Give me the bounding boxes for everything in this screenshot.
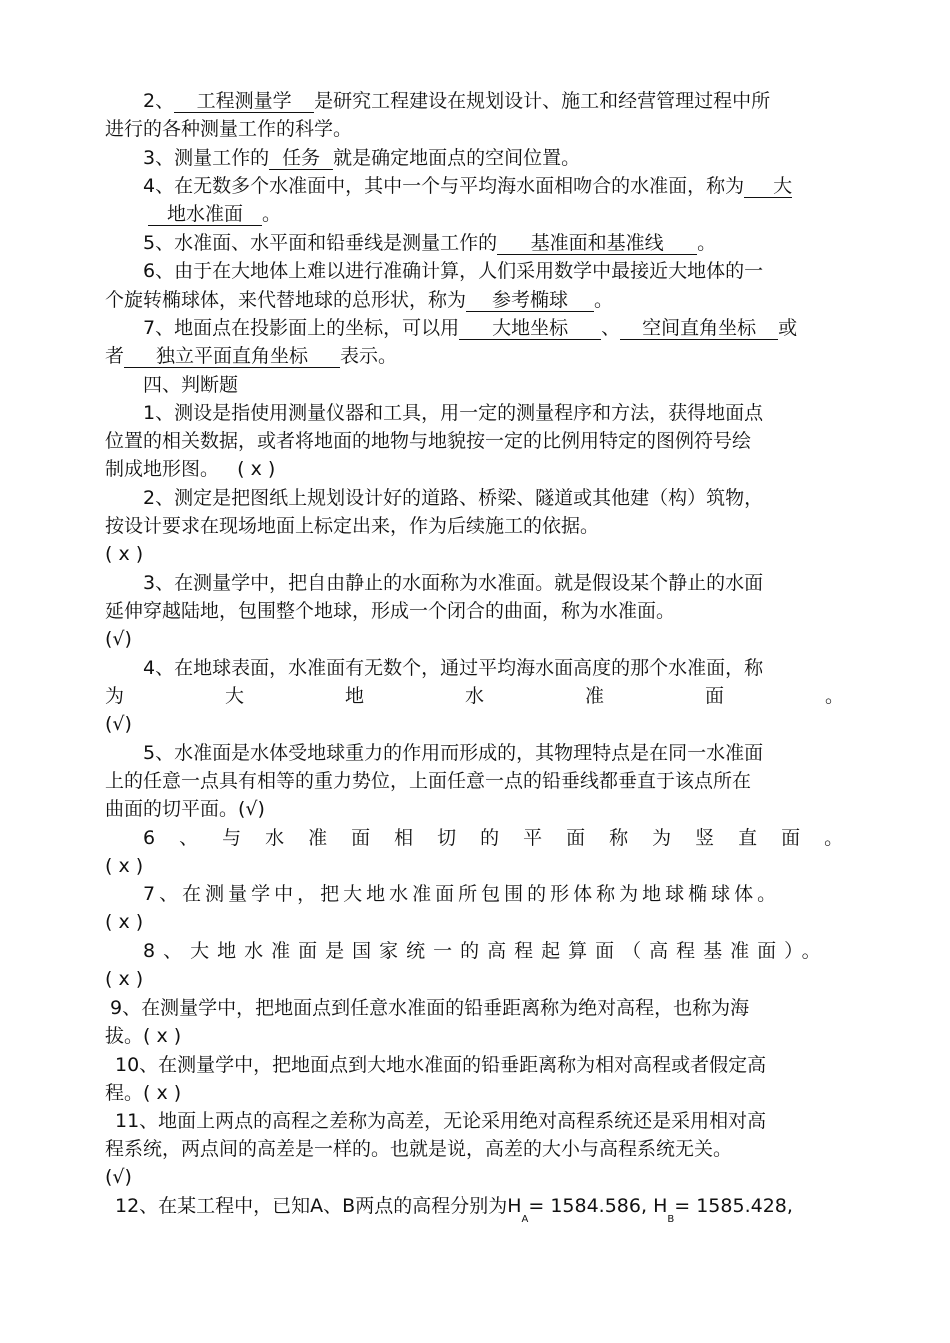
fill-q7-line1: 7、地面点在投影面上的坐标，可以用 大地坐标 、 空间直角坐标 或 bbox=[143, 317, 798, 339]
tf-q1-line1: 1、测设是指使用测量仪器和工具，用一定的测量程序和方法，获得地面点 bbox=[143, 402, 764, 424]
answer-blank: 地水准面 bbox=[148, 203, 262, 226]
fill-q3: 3、测量工作的 任务 就是确定地面点的空间位置。 bbox=[143, 147, 581, 169]
tf-q12-line1: 12、在某工程中，已知A、B两点的高程分别为$H_A= 1584.586$, $H_B= 1585.428$, bbox=[115, 1195, 793, 1225]
tf-q3-line2: 延伸穿越陆地，包围整个地球，形成一个闭合的曲面，称为水准面。 bbox=[105, 600, 676, 622]
tf-q11-line2: 程系统，两点间的高差是一样的。也就是说，高差的大小与高程系统无关。 bbox=[105, 1138, 733, 1160]
tf-q9-line2: 拔。( x ) bbox=[105, 1025, 182, 1047]
fill-q4-line1: 4、在无数多个水准面中，其中一个与平均海水面相吻合的水准面，称为 大 bbox=[143, 175, 793, 197]
fill-q6-line1: 6、由于在大地体上难以进行准确计算，人们采用数学中最接近大地体的一 bbox=[143, 260, 764, 282]
tf-q2-line1: 2、测定是把图纸上规划设计好的道路、桥梁、隧道或其他建（构）筑物， bbox=[143, 487, 764, 509]
tf-q6-line1: 6、与水准面相切的平面称为竖直面。 bbox=[143, 827, 868, 849]
tf-q8-line1: 8、大地水准面是国家统一的高程起算面（高程基准面）。 bbox=[143, 940, 829, 962]
answer-blank: 空间直角坐标 bbox=[620, 317, 778, 340]
tf-q3-line3: (√) bbox=[105, 628, 132, 650]
height-symbol: $H_A$ bbox=[507, 1195, 529, 1225]
answer-blank: 工程测量学 bbox=[174, 90, 314, 113]
tf-q9-line1: 9、在测量学中，把地面点到任意水准面的铅垂距离称为绝对高程，也称为海 bbox=[110, 997, 750, 1019]
fill-q2-line2: 进行的各种测量工作的科学。 bbox=[105, 118, 353, 140]
fill-q5: 5、水准面、水平面和铅垂线是测量工作的 基准面和基准线 。 bbox=[143, 232, 717, 254]
answer-blank: 参考椭球 bbox=[466, 289, 594, 312]
tf-q1-line2: 位置的相关数据，或者将地面的地物与地貌按一定的比例用特定的图例符号绘 bbox=[105, 430, 752, 452]
answer-blank: 基准面和基准线 bbox=[497, 232, 697, 255]
tf-q4-line3: (√) bbox=[105, 713, 132, 735]
answer-blank: 任务 bbox=[269, 147, 333, 170]
height-symbol: $H_B$ bbox=[653, 1195, 675, 1225]
fill-q2-line1: 2、 工程测量学 是研究工程建设在规划设计、施工和经营管理过程中所 bbox=[143, 90, 771, 112]
tf-q11-line1: 11、地面上两点的高程之差称为高差，无论采用绝对高程系统还是采用相对高 bbox=[115, 1110, 767, 1132]
answer-blank: 大地坐标 bbox=[459, 317, 601, 340]
tf-q5-line2: 上的任意一点具有相等的重力势位，上面任意一点的铅垂线都垂直于该点所在 bbox=[105, 770, 752, 792]
tf-q4-line1: 4、在地球表面，水准面有无数个，通过平均海水面高度的那个水准面，称 bbox=[143, 657, 764, 679]
tf-q2-line2 bbox=[105, 513, 847, 539]
section-title: 四、判断题 bbox=[143, 374, 239, 396]
tf-q7-line2: ( x ) bbox=[105, 911, 144, 933]
tf-q10-line1: 10、在测量学中，把地面点到大地水准面的铅垂距离称为相对高程或者假定高 bbox=[115, 1054, 767, 1076]
fill-q7-line2: 者 独立平面直角坐标 表示。 bbox=[105, 345, 398, 367]
fill-q6-line2: 个旋转椭球体，来代替地球的总形状，称为 参考椭球 。 bbox=[105, 289, 614, 311]
tf-q5-line1: 5、水准面是水体受地球重力的作用而形成的，其物理特点是在同一水准面 bbox=[143, 742, 764, 764]
tf-q1-line3: 制成地形图。 ( x ) bbox=[105, 458, 276, 480]
tf-q6-line2: ( x ) bbox=[105, 855, 144, 877]
answer-blank: 独立平面直角坐标 bbox=[124, 345, 340, 368]
justified-text: 按设计要求在现场地面上标定出来，作为后续施工的依据。 bbox=[105, 515, 600, 537]
answer-blank: 大 bbox=[744, 175, 792, 198]
tf-q11-line3: (√) bbox=[105, 1166, 132, 1188]
tf-q4-line2: 为大地水准面。 bbox=[105, 685, 946, 707]
tf-q7-line1: 7、在测量学中，把大地水准面所包围的形体称为地球椭球体。 bbox=[143, 883, 781, 905]
tf-q5-line3: 曲面的切平面。(√) bbox=[105, 798, 265, 820]
tf-q3-line1: 3、在测量学中，把自由静止的水面称为水准面。就是假设某个静止的水面 bbox=[143, 572, 764, 594]
tf-q8-line2: ( x ) bbox=[105, 968, 144, 990]
fill-q4-line2: 地水准面 。 bbox=[148, 201, 281, 227]
tf-q2-line3: ( x ) bbox=[105, 543, 144, 565]
tf-q10-line2: 程。( x ) bbox=[105, 1082, 182, 1104]
